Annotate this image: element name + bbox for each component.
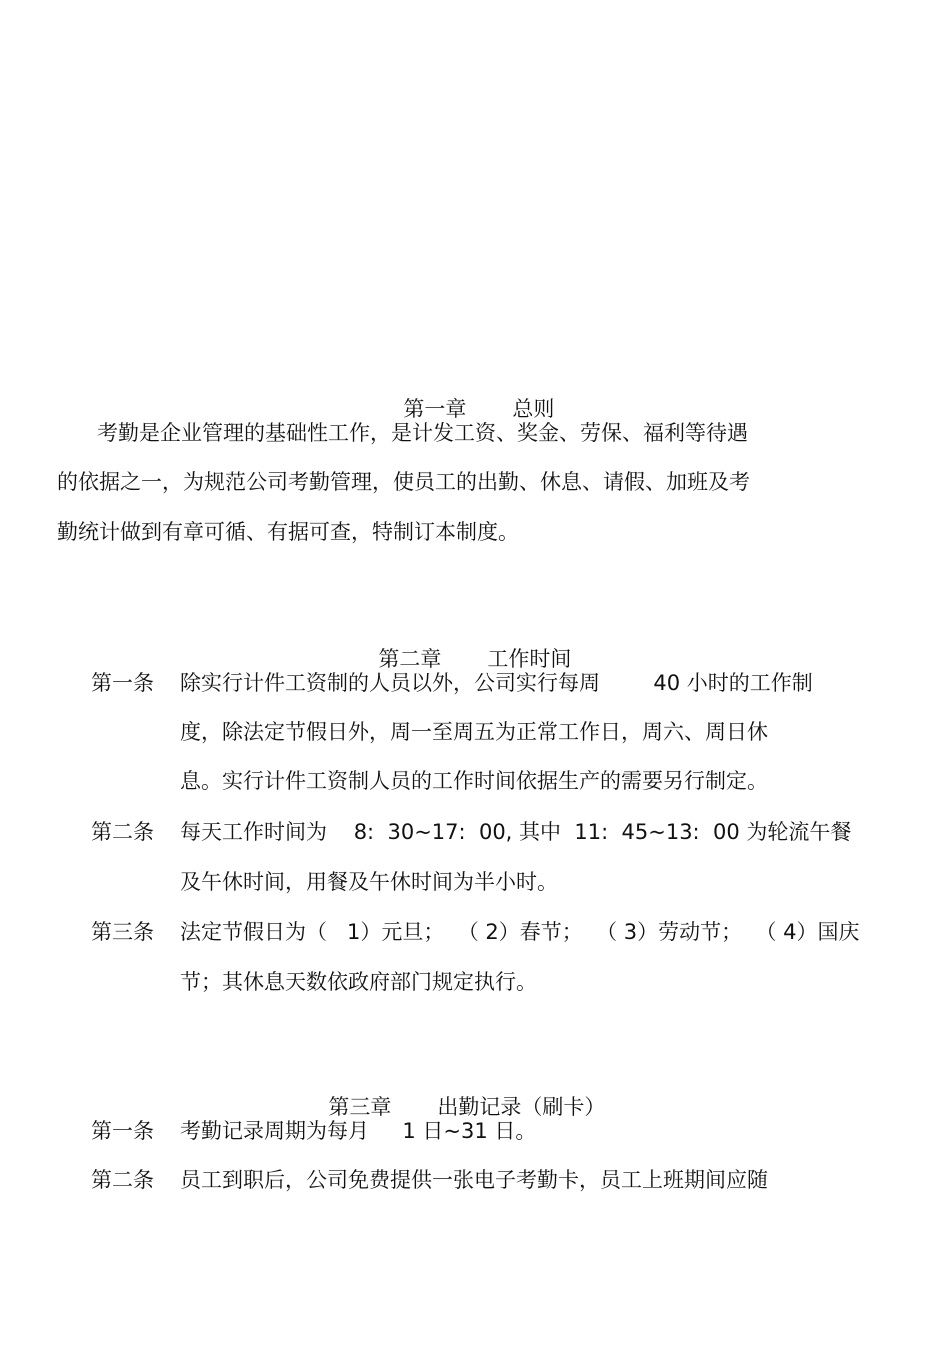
article-line: 度，除法定节假日外，周一至周五为正常工作日，周六、周日休 [180, 720, 768, 744]
article-label: 第三条 [91, 920, 154, 944]
article-line: 每天工作时间为 8: 30~17: 00, 其中 11: 45~13: 00 为轮流午餐 [180, 820, 852, 844]
chapter-1-paragraph-line: 勤统计做到有章可循、有据可查，特制订本制度。 [57, 520, 519, 544]
chapter-1-heading [390, 370, 555, 421]
article-line: 节；其休息天数依政府部门规定执行。 [180, 970, 537, 994]
article-label: 第一条 [91, 1119, 154, 1143]
chapter-2-number: 第二章 [378, 647, 442, 671]
article-line: 息。实行计件工资制人员的工作时间依据生产的需要另行制定。 [180, 769, 768, 793]
chapter-3-number: 第三章 [328, 1095, 392, 1119]
article-line: 除实行计件工资制的人员以外，公司实行每周 40 小时的工作制 [180, 671, 813, 695]
chapter-1-paragraph-line: 的依据之一，为规范公司考勤管理，使员工的出勤、休息、请假、加班及考 [57, 470, 750, 494]
article-label: 第一条 [91, 671, 154, 695]
chapter-1-title: 总则 [512, 397, 555, 421]
article-line: 及午休时间，用餐及午休时间为半小时。 [180, 870, 558, 894]
article-label: 第二条 [91, 820, 154, 844]
article-line: 法定节假日为（ 1）元旦； （ 2）春节； （ 3）劳动节； （ 4）国庆 [180, 920, 860, 944]
article-line: 员工到职后，公司免费提供一张电子考勤卡，员工上班期间应随 [180, 1168, 768, 1192]
chapter-1-number: 第一章 [403, 397, 467, 421]
article-line: 考勤记录周期为每月 1 日~31 日。 [180, 1119, 537, 1143]
chapter-3-title: 出勤记录（刷卡） [437, 1095, 606, 1119]
chapter-2-title: 工作时间 [487, 647, 572, 671]
chapter-2-heading [365, 620, 572, 671]
chapter-1-paragraph-line: 考勤是企业管理的基础性工作，是计发工资、奖金、劳保、福利等待遇 [97, 421, 748, 445]
chapter-3-heading [315, 1068, 606, 1119]
article-label: 第二条 [91, 1168, 154, 1192]
